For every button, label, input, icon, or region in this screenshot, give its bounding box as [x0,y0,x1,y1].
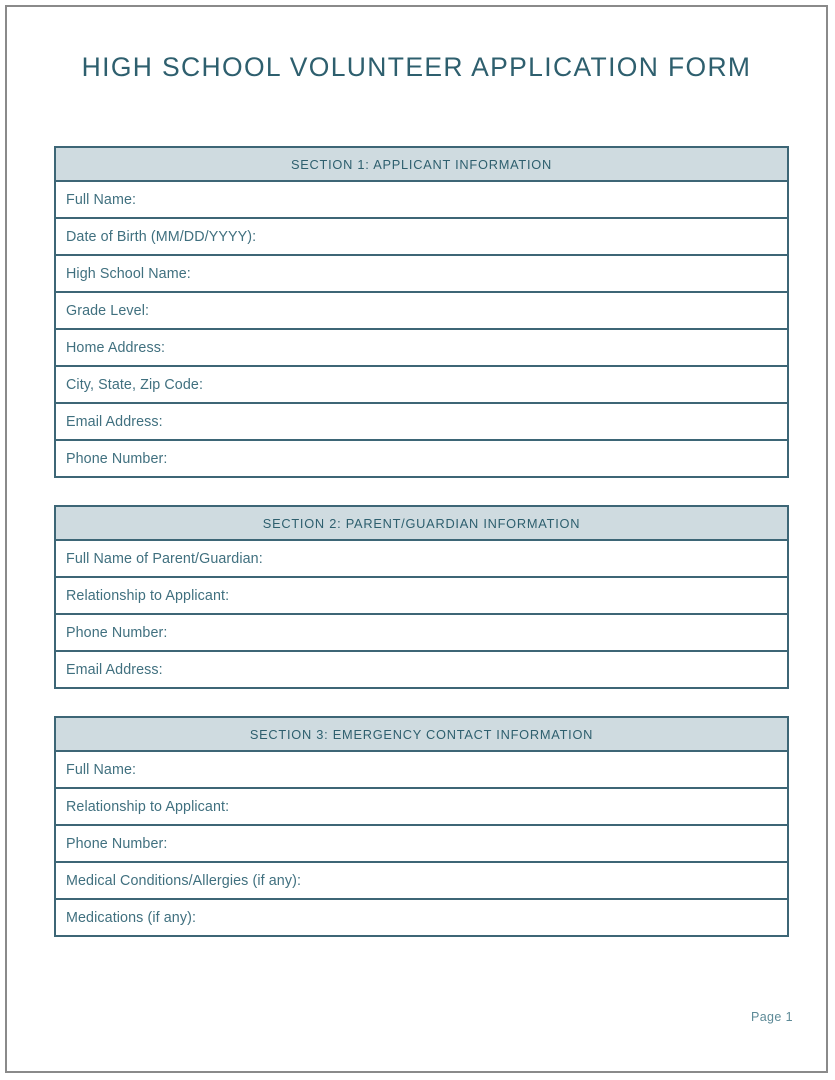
section-header-label: SECTION 2: PARENT/GUARDIAN INFORMATION [54,505,789,541]
form-field-row[interactable] [54,293,789,330]
form-sections [54,146,789,964]
form-field-row[interactable] [54,182,789,219]
form-field-row[interactable] [54,752,789,789]
form-field-label[interactable]: Medical Conditions/Allergies (if any): [54,863,789,900]
form-field-row[interactable] [54,826,789,863]
page-content [7,7,826,1071]
form-section [54,716,789,937]
form-field-label[interactable]: Full Name: [54,182,789,219]
section-header-label: SECTION 3: EMERGENCY CONTACT INFORMATION [54,716,789,752]
form-field-label[interactable]: Email Address: [54,404,789,441]
form-field-row[interactable] [54,404,789,441]
form-field-row[interactable] [54,789,789,826]
form-field-label[interactable]: Date of Birth (MM/DD/YYYY): [54,219,789,256]
form-field-row[interactable] [54,330,789,367]
section-header-row [54,716,789,752]
form-field-label[interactable]: Grade Level: [54,293,789,330]
section-table [54,146,789,478]
form-field-row[interactable] [54,863,789,900]
section-header-row [54,146,789,182]
form-field-row[interactable] [54,652,789,689]
form-section [54,505,789,689]
form-field-row[interactable] [54,578,789,615]
form-field-label[interactable]: Email Address: [54,652,789,689]
form-field-label[interactable]: Full Name: [54,752,789,789]
form-field-row[interactable] [54,256,789,293]
page-number-footer: Page 1 [750,1010,793,1024]
form-field-label[interactable]: Home Address: [54,330,789,367]
form-field-row[interactable] [54,541,789,578]
form-field-row[interactable] [54,367,789,404]
section-table [54,505,789,689]
form-field-label[interactable]: Full Name of Parent/Guardian: [54,541,789,578]
form-field-label[interactable]: Phone Number: [54,615,789,652]
section-header-label: SECTION 1: APPLICANT INFORMATION [54,146,789,182]
form-field-row[interactable] [54,900,789,937]
section-table [54,716,789,937]
form-field-label[interactable]: Relationship to Applicant: [54,578,789,615]
form-field-label[interactable]: High School Name: [54,256,789,293]
document-page [5,5,828,1073]
form-section [54,146,789,478]
section-header-row [54,505,789,541]
form-field-label[interactable]: Phone Number: [54,441,789,478]
form-field-label[interactable]: Relationship to Applicant: [54,789,789,826]
page-title: HIGH SCHOOL VOLUNTEER APPLICATION FORM [81,52,752,82]
form-field-row[interactable] [54,615,789,652]
form-field-label[interactable]: Phone Number: [54,826,789,863]
form-field-row[interactable] [54,441,789,478]
form-field-label[interactable]: Medications (if any): [54,900,789,937]
form-field-row[interactable] [54,219,789,256]
form-field-label[interactable]: City, State, Zip Code: [54,367,789,404]
